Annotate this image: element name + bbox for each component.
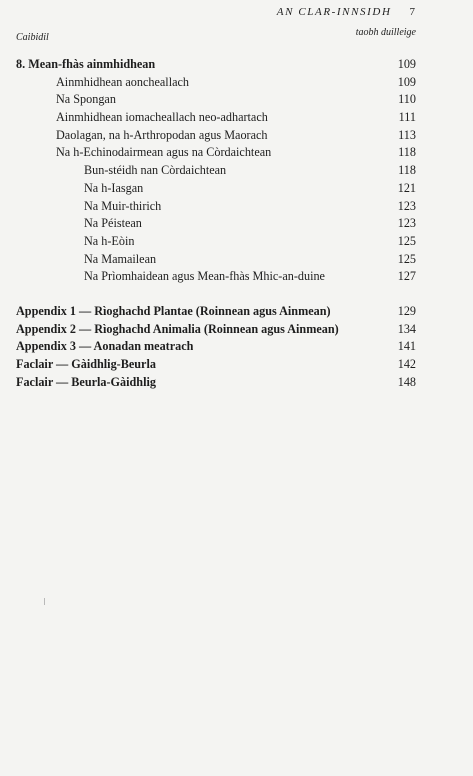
subentry-title: Na Péistean <box>84 216 142 231</box>
appendix-entry <box>16 321 416 339</box>
entry-title: Na h-Echinodairmean agus na Còrdaichtean <box>56 145 272 160</box>
appendix-entry <box>16 338 416 356</box>
glossary-page: 148 <box>397 374 416 389</box>
entry-page: 113 <box>398 127 416 142</box>
toc-entry <box>16 109 416 127</box>
chapter-column-label: Caibidil <box>16 32 49 43</box>
toc-subentry <box>16 180 416 198</box>
subentry-title: Bun-stéidh nan Còrdaichtean <box>84 163 227 178</box>
subentry-title: Na Muir-thirich <box>84 198 162 213</box>
appendix-page: 134 <box>397 321 416 336</box>
subentry-page: 121 <box>397 180 416 195</box>
subentry-page: 125 <box>397 251 416 266</box>
glossary-entry <box>16 356 416 374</box>
running-header <box>277 6 415 18</box>
chapter-page: 109 <box>397 57 416 71</box>
glossary-page: 142 <box>397 357 416 371</box>
entry-page: 109 <box>397 74 416 89</box>
entry-title: Ainmhidhean aoncheallach <box>56 74 189 89</box>
page-number: 7 <box>409 6 415 18</box>
running-title: AN CLAR-INNSIDH <box>276 6 392 18</box>
entry-page: 111 <box>398 110 416 125</box>
toc-entry <box>16 127 416 145</box>
appendix-title: Appendix 1 — Rìoghachd Plantae (Roinnean agus Ainmean) <box>16 303 331 318</box>
subentry-title: Na Prìomhaidean agus Mean-fhàs Mhic-an-duine <box>84 269 325 284</box>
chapter-heading <box>16 56 416 74</box>
appendix-page: 141 <box>397 339 416 354</box>
entry-page: 118 <box>398 145 416 160</box>
page-column-label: taobh duilleige <box>355 27 416 38</box>
subentry-page: 125 <box>397 233 416 248</box>
appendix-title: Appendix 2 — Rìoghachd Animalia (Roinnean agus Ainmean) <box>16 321 339 336</box>
table-of-contents <box>16 56 416 391</box>
toc-subentry <box>16 162 416 180</box>
glossary-entry <box>16 374 416 392</box>
subentry-page: 123 <box>397 198 416 213</box>
toc-subentry <box>16 215 416 233</box>
toc-subentry <box>16 233 416 251</box>
subentry-page: 118 <box>398 163 416 178</box>
toc-entry <box>16 144 416 162</box>
subentry-title: Na h-Iasgan <box>84 180 144 195</box>
entry-page: 110 <box>398 92 416 107</box>
appendix-page: 129 <box>397 303 416 318</box>
paper-speck <box>44 598 45 605</box>
entry-title: Daolagan, na h-Arthropodan agus Maorach <box>56 127 268 142</box>
entry-title: Na Spongan <box>56 92 116 107</box>
appendix-entry <box>16 303 416 321</box>
glossary-title: Faclair — Gàidhlig-Beurla <box>16 357 156 371</box>
entry-title: Ainmhidhean iomacheallach neo-adhartach <box>56 110 268 125</box>
toc-entry <box>16 91 416 109</box>
appendix-title: Appendix 3 — Aonadan meatrach <box>16 339 194 354</box>
toc-entry <box>16 74 416 92</box>
toc-subentry <box>16 268 416 286</box>
section-gap <box>16 286 416 303</box>
glossary-title: Faclair — Beurla-Gàidhlig <box>16 374 156 389</box>
toc-subentry <box>16 251 416 269</box>
subentry-title: Na h-Eòin <box>84 233 135 248</box>
subentry-page: 123 <box>397 216 416 231</box>
chapter-title: 8. Mean-fhàs ainmhidhean <box>16 57 156 71</box>
subentry-title: Na Mamailean <box>84 251 157 266</box>
subentry-page: 127 <box>397 269 416 284</box>
toc-subentry <box>16 198 416 216</box>
